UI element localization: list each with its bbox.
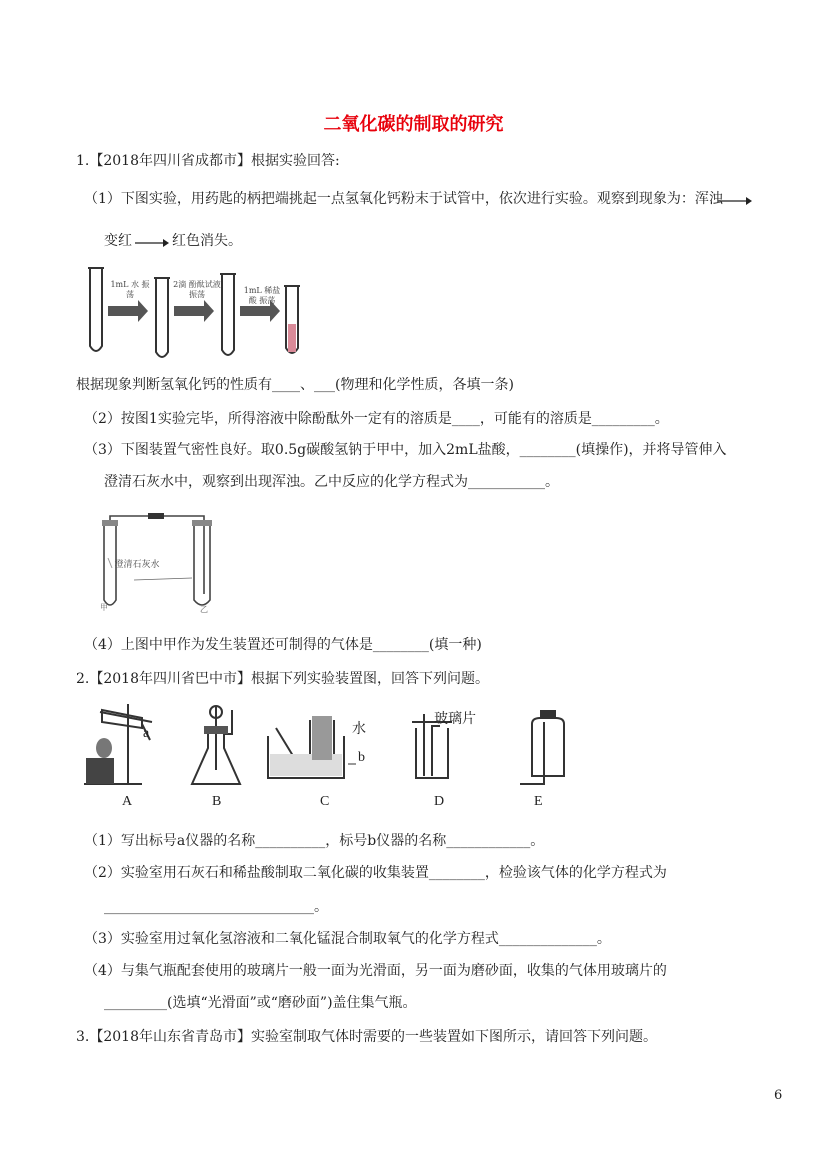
q1-p1-line2-b: 红色消失。	[172, 233, 242, 249]
fig2-label-yi: 乙	[200, 605, 208, 614]
q2-p1: （1）写出标号a仪器的名称__________，标号b仪器的名称____________。	[84, 833, 545, 849]
annotation-glass: 玻璃片	[434, 712, 476, 727]
annotation-a: a	[143, 726, 150, 741]
apparatus-label-c: C	[320, 794, 330, 809]
arrow-icon	[135, 238, 169, 248]
q1-p1-line1: （1）下图实验，用药匙的柄把端挑起一点氢氧化钙粉末于试管中，依次进行实验。观察到现象为：浑浊	[84, 191, 723, 207]
figure-test-tubes	[80, 262, 310, 362]
apparatus-label-b: B	[212, 794, 222, 809]
q1-header: 1.【2018年四川省成都市】根据实验回答:	[76, 153, 340, 169]
q2-p2-line2: ______________________________。	[104, 899, 328, 915]
q2-p2-line1: （2）实验室用石灰石和稀盐酸制取二氧化碳的收集装置________，检验该气体的化学方程式为	[84, 865, 667, 881]
q1-p1-line2-a: 变红	[104, 233, 132, 249]
apparatus-label-d: D	[434, 794, 445, 809]
q1-p4: （4）上图中甲作为发生装置还可制得的气体是________(填一种)	[84, 637, 482, 653]
figure-apparatus-row	[80, 700, 560, 790]
page-number: 6	[774, 1088, 783, 1103]
q2-header: 2.【2018年四川省巴中市】根据下列实验装置图，回答下列问题。	[76, 671, 489, 687]
q1-p3-line2: 澄清石灰水中，观察到出现浑浊。乙中反应的化学方程式为___________。	[104, 474, 559, 490]
q1-p3-line1: （3）下图装置气密性良好。取0.5g碳酸氢钠于甲中，加入2mL盐酸，________(填操作)，并将导管伸入	[84, 442, 727, 458]
q1-p2: （2）按图1实验完毕，所得溶液中除酚酞外一定有的溶质是____，可能有的溶质是_________。	[84, 411, 669, 427]
fig2-label-limewater: 澄清石灰水	[114, 560, 160, 570]
q2-p4-line1: （4）与集气瓶配套使用的玻璃片一般一面为光滑面，另一面为磨砂面，收集的气体用玻璃片的	[84, 963, 667, 979]
annotation-b: b	[358, 750, 365, 765]
q3-header: 3.【2018年山东省青岛市】实验室制取气体时需要的一些装置如下图所示，请回答下列问题。	[76, 1029, 657, 1045]
apparatus-label-e: E	[534, 794, 543, 809]
fig1-label-1: 1mL 水 振荡	[110, 280, 150, 299]
q2-p4-line2: _________(选填“光滑面”或“磨砂面”)盖住集气瓶。	[104, 995, 417, 1011]
page-title: 二氧化碳的制取的研究	[323, 114, 504, 135]
fig1-label-3: 1mL 稀盐酸 振荡	[243, 286, 281, 305]
fig1-label-2: 2滴 酚酞试液 振荡	[173, 280, 221, 299]
q2-p3: （3）实验室用过氧化氢溶液和二氧化锰混合制取氧气的化学方程式______________。	[84, 931, 611, 947]
arrow-icon	[718, 196, 752, 206]
q1-judge: 根据现象判断氢氧化钙的性质有____、___(物理和化学性质，各填一条)	[76, 377, 514, 393]
apparatus-label-a: A	[122, 794, 133, 809]
annotation-water: 水	[352, 722, 366, 737]
fig2-label-jia: 甲	[100, 603, 108, 612]
